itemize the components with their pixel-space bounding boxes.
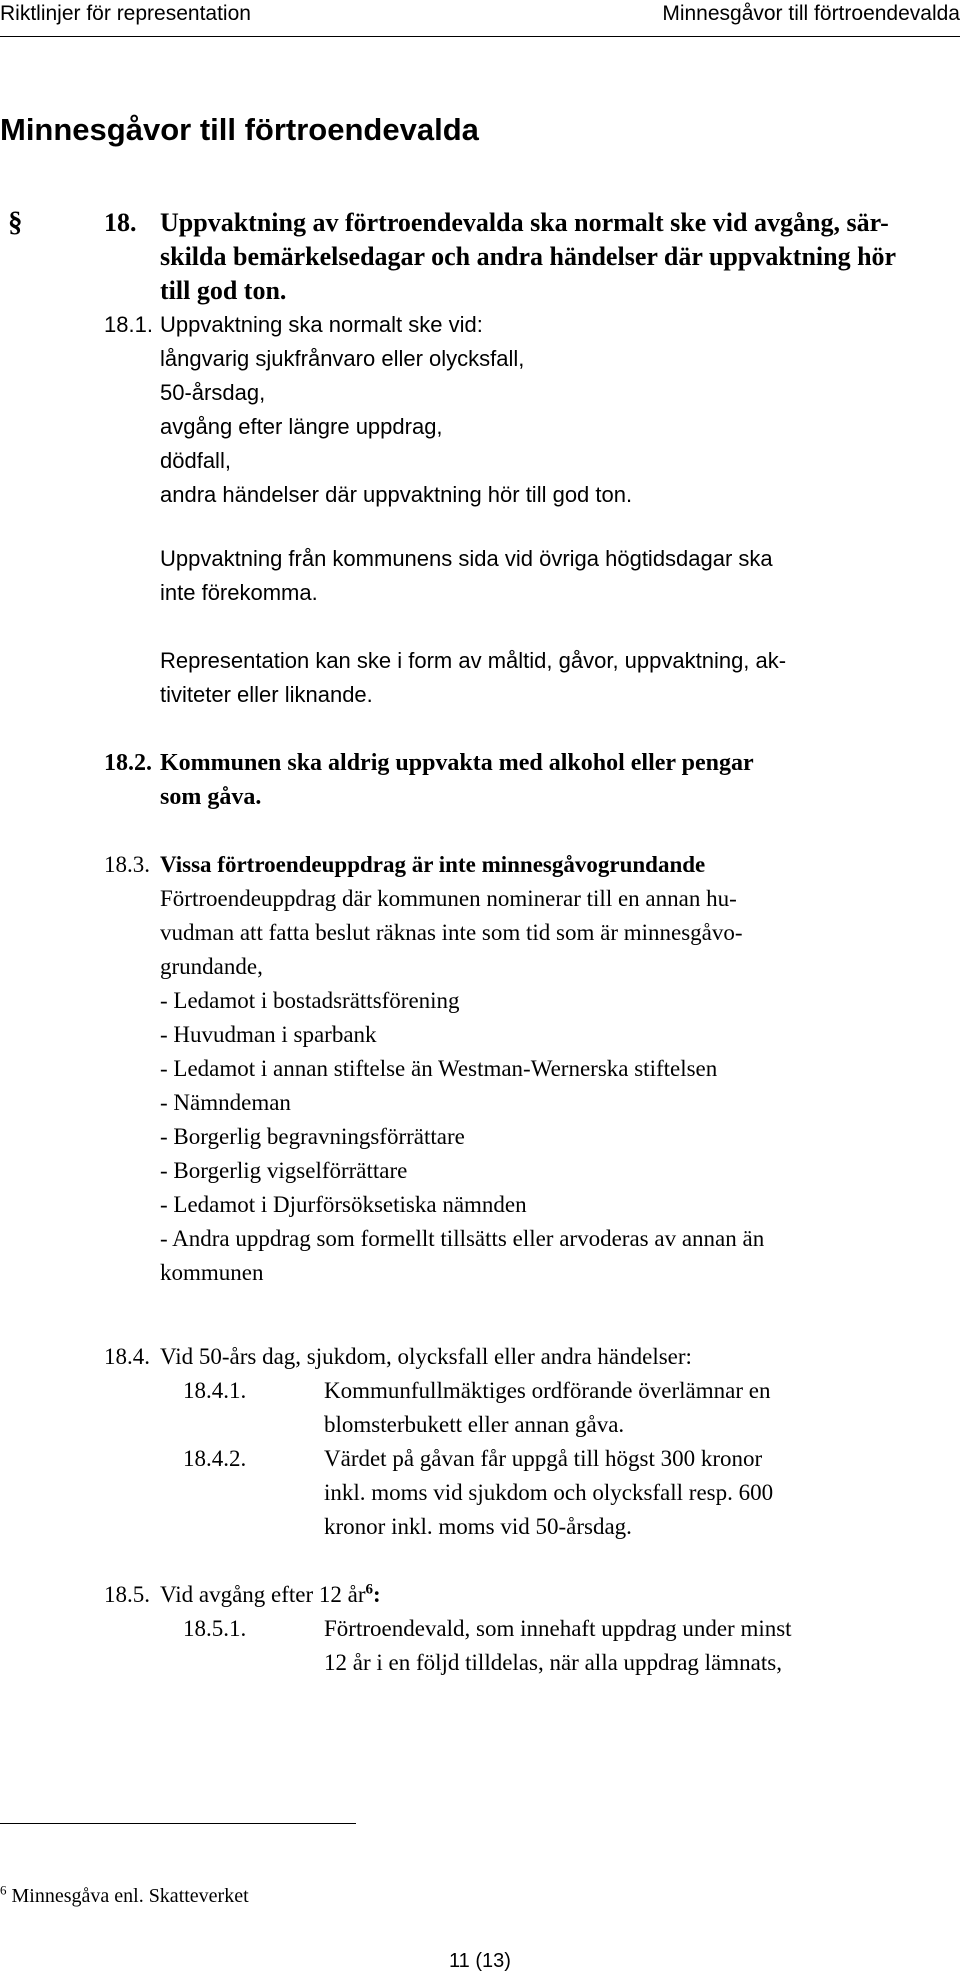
section-18-3-line: Förtroendeuppdrag där kommunen nominerar till en annan hu- (160, 886, 737, 911)
section-18-1-line: dödfall, (160, 448, 231, 473)
page-title: Minnesgåvor till förtroendevalda (0, 112, 479, 147)
section-18-2-number: 18.2. (104, 750, 152, 776)
section-18-3-line: grundande, (160, 954, 263, 979)
section-18-line: skilda bemärkelsedagar och andra händelser där uppvaktning hör (160, 242, 897, 271)
section-18-4-number: 18.4. (104, 1344, 150, 1369)
paragraph-line: tiviteter eller liknande. (160, 682, 373, 707)
running-header-right: Minnesgåvor till förtroendevalda (662, 2, 960, 25)
section-18-3-line: - Ledamot i annan stiftelse än Westman-Wernerska stiftelsen (160, 1056, 718, 1081)
section-18-3-line: - Borgerlig vigselförrättare (160, 1158, 408, 1183)
footnote (0, 1882, 249, 1908)
section-symbol: § (8, 206, 23, 238)
section-18-1-number: 18.1. (104, 312, 153, 337)
section-18-1-line: andra händelser där uppvaktning hör till god ton. (160, 482, 633, 507)
section-18-4-2-line: kronor inkl. moms vid 50-årsdag. (324, 1514, 632, 1539)
section-18-5-1-line: 12 år i en följd tilldelas, när alla uppdrag lämnats, (324, 1650, 782, 1675)
section-18-1-line: avgång efter längre uppdrag, (160, 414, 443, 439)
section-18-1-line: långvarig sjukfrånvaro eller olycksfall, (160, 346, 525, 371)
section-18-4-2-text (324, 1442, 944, 1544)
section-18-line: Uppvaktning av förtroendevalda ska normalt ske vid avgång, sär- (160, 208, 889, 237)
section-18-4-2-line: Värdet på gåvan får uppgå till högst 300 kronor (324, 1446, 763, 1471)
section-18-3-line: - Huvudman i sparbank (160, 1022, 377, 1047)
section-18-3-line: - Ledamot i Djurförsöksetiska nämnden (160, 1192, 527, 1217)
section-18-3-line: - Borgerlig begravningsförrättare (160, 1124, 465, 1149)
section-18-5-number: 18.5. (104, 1582, 150, 1607)
section-18-4-heading: Vid 50-års dag, sjukdom, olycksfall eller andra händelser: (160, 1344, 692, 1369)
section-18-5-heading-colon: : (373, 1582, 381, 1607)
section-18-4-1-text (324, 1374, 944, 1442)
section-18-2-line: som gåva. (160, 784, 262, 810)
section-18-2-line: Kommunen ska aldrig uppvakta med alkohol eller pengar (160, 750, 754, 776)
section-18-3-line: vudman att fatta beslut räknas inte som tid som är minnesgåvo- (160, 920, 743, 945)
section-18-4-1-number: 18.4.1. (183, 1378, 247, 1403)
section-18-4-1-line: blomsterbukett eller annan gåva. (324, 1412, 625, 1437)
section-18-1-list (160, 308, 960, 512)
paragraph-line: Representation kan ske i form av måltid, gåvor, uppvaktning, ak- (160, 648, 787, 673)
section-18-3-heading: Vissa förtroendeuppdrag är inte minnesgåvogrundande (160, 852, 706, 877)
section-18-1-paragraph-3 (160, 644, 960, 712)
footnote-text: Minnesgåva enl. Skatteverket (11, 1885, 249, 1907)
footnote-mark: 6 (0, 1882, 7, 1898)
section-18-1-line: 50-årsdag, (160, 380, 266, 405)
section-18-3-line: - Nämndeman (160, 1090, 291, 1115)
footnote-reference: 6 (365, 1581, 374, 1598)
paragraph-line: inte förekomma. (160, 580, 318, 605)
section-18-5-1-number: 18.5.1. (183, 1616, 247, 1641)
section-18-3-line: - Andra uppdrag som formellt tillsätts eller arvoderas av annan än (160, 1226, 765, 1251)
section-18-3-number: 18.3. (104, 852, 150, 877)
paragraph-line: Uppvaktning från kommunens sida vid övriga högtidsdagar ska (160, 546, 773, 571)
section-18-4-1-line: Kommunfullmäktiges ordförande överlämnar en (324, 1378, 771, 1403)
section-18-number: 18. (104, 208, 137, 237)
footnote-rule (0, 1823, 356, 1824)
section-18-4-2-number: 18.4.2. (183, 1446, 247, 1471)
running-header-left: Riktlinjer för representation (0, 2, 251, 25)
section-18-text (160, 206, 960, 308)
section-18-line: till god ton. (160, 276, 287, 305)
section-18-5-heading-text: Vid avgång efter 12 år (160, 1582, 366, 1607)
section-18-3-line: kommunen (160, 1260, 264, 1285)
section-18-5-1-line: Förtroendevald, som innehaft uppdrag under minst (324, 1616, 792, 1641)
header-rule (0, 36, 960, 37)
section-18-3-line: - Ledamot i bostadsrättsförening (160, 988, 460, 1013)
section-18-5-heading (160, 1578, 960, 1612)
section-18-1-paragraph-2 (160, 542, 960, 610)
page-number: 11 (13) (449, 1950, 511, 1972)
section-18-2-text (160, 746, 960, 814)
section-18-4-2-line: inkl. moms vid sjukdom och olycksfall resp. 600 (324, 1480, 774, 1505)
section-18-5-1-text (324, 1612, 944, 1680)
section-18-3-text (160, 848, 960, 1290)
section-18-1-line: Uppvaktning ska normalt ske vid: (160, 312, 483, 337)
